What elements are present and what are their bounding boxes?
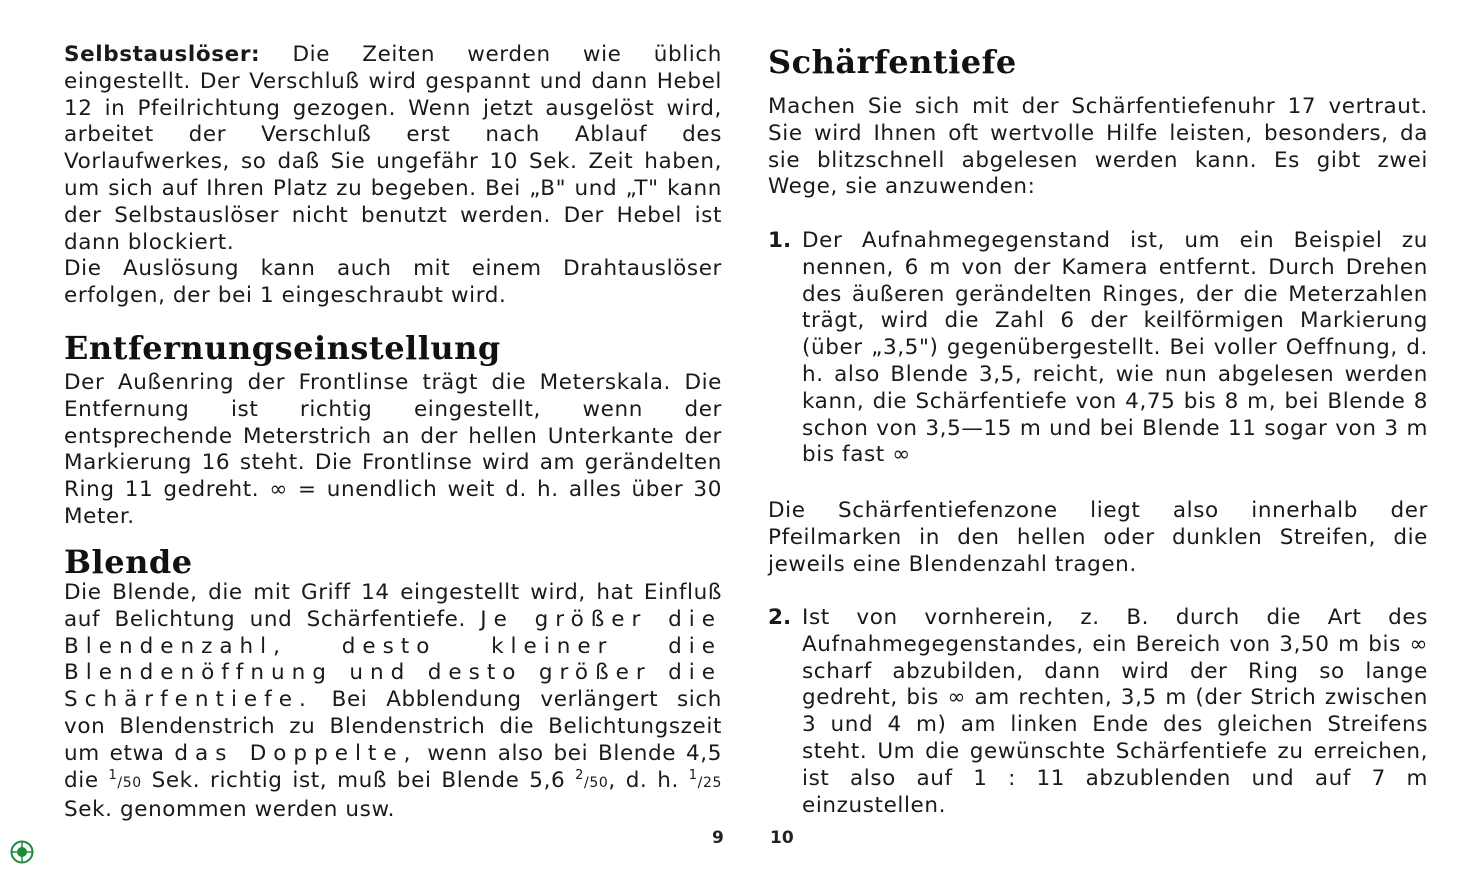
aperture-rule-spaced: Je größer die Blendenzahl, desto kleiner die Blendenöffnung und desto größer die Schärfentiefe. [64,606,722,713]
aperture-text-4: Sek. richtig ist, muß bei Blende 5,6 [141,767,576,793]
page-number-right: 10 [770,828,794,848]
distance-heading: Entfernungseinstellung [64,329,501,367]
fraction-3-denominator: /25 [697,774,722,791]
item-2-number: 2. [768,605,792,630]
aperture-text-6: Sek. genommen werden usw. [64,797,396,823]
dof-item-2 [768,605,1428,819]
fraction-3-numerator: 1 [688,767,698,783]
self-timer-section [64,42,722,310]
item-1-number: 1. [768,228,792,253]
aperture-text-5: , d. h. [608,767,689,793]
globe-logo-icon [10,840,34,864]
dof-zone-section [768,498,1428,578]
aperture-text-3: wenn also bei Blende 4,5 die [64,740,722,793]
item-1-text: Der Aufnahmegegenstand ist, um ein Beispiel zu nennen, 6 m von der Kamera entfernt. Durch Drehen des äußeren gerändelten Ringes, der die Meterzahlen trägt, wird die Zahl 6 der keilförmigen Markierung (über „3,5") gegenübergestellt. Bei voller Oeffnung, d. h. also Blende 3,5, reicht, wie nun abgelesen werden kann, die Schärfentiefe von 4,75 bis 8 m, bei Blende 8 schon von 3,5—15 m und bei Blende 11 sogar von 3 m bis fast ∞ [802,228,1428,468]
distance-paragraph: Der Außenring der Frontlinse trägt die Meterskala. Die Entfernung ist richtig eingestellt, wenn der entsprechende Meterstrich an der hellen Unterkante der Markierung 16 steht. Die Frontlinse wird am gerändelten Ring 11 gedreht. ∞ = unendlich weit d. h. alles über 30 Meter. [64,370,722,529]
aperture-paragraph [64,580,722,824]
self-timer-text: Die Zeiten werden wie üblich eingestellt. Der Verschluß wird gespannt und dann Hebel 12 in Pfeilrichtung gezogen. Wenn jetzt ausgelöst wird, arbeitet der Verschluß erst nach Ablauf des Vorlaufwerkes, so daß Sie ungefähr 10 Sek. Zeit haben, um sich auf Ihren Platz zu begeben. Bei „B" und „T" kann der Selbstauslöser nicht benutzt werden. Der Hebel ist dann blockiert. [64,42,722,255]
self-timer-paragraph [64,42,722,256]
item-2-text: Ist von vornherein, z. B. durch die Art des Aufnahmegegenstandes, ein Bereich von 3,50 m bis ∞ scharf abzubilden, dann wird der Ring so lange gedreht, bis ∞ am rechten, 3,5 m (der Strich zwischen 3 und 4 m) am linken Ende des gleichen Streifens steht. Um die gewünschte Schärfentiefe zu erreichen, ist also auf 1 : 11 abzublenden und auf 7 m einzustellen. [802,605,1428,818]
fraction-1-denominator: /50 [117,774,142,791]
fraction-2-numerator: 2 [575,767,585,783]
dof-item-1 [768,228,1428,469]
aperture-spaced-word: das Doppelte, [174,740,418,766]
fraction-1-numerator: 1 [108,767,118,783]
page-number-left: 9 [712,828,724,848]
self-timer-label: Selbstauslöser: [64,42,261,67]
distance-section [64,370,722,531]
aperture-text-1: Die Blende, die mit Griff 14 eingestellt wird, hat Einfluß auf Belichtung und Schärfentiefe. [64,580,722,632]
dof-zone-paragraph: Die Schärfentiefenzone liegt also innerhalb der Pfeilmarken in den hellen oder dunklen Streifen, die jeweils eine Blendenzahl tragen. [768,498,1428,577]
dof-intro-section [768,94,1428,201]
aperture-section [64,580,722,824]
dof-heading: Schärfentiefe [768,43,1017,81]
aperture-heading: Blende [64,543,193,581]
fraction-2-denominator: /50 [584,774,609,791]
cable-release-paragraph: Die Auslösung kann auch mit einem Drahtauslöser erfolgen, der bei 1 eingeschraubt wird. [64,256,722,309]
aperture-text-2: Bei Abblendung verlängert sich von Blendenstrich zu Blendenstrich die Belichtungszeit um etwa [64,687,722,766]
dof-intro-paragraph: Machen Sie sich mit der Schärfentiefenuhr 17 vertraut. Sie wird Ihnen oft wertvolle Hilfe leisten, besonders, da sie blitzschnell abgelesen werden kann. Es gibt zwei Wege, sie anzuwenden: [768,94,1428,200]
